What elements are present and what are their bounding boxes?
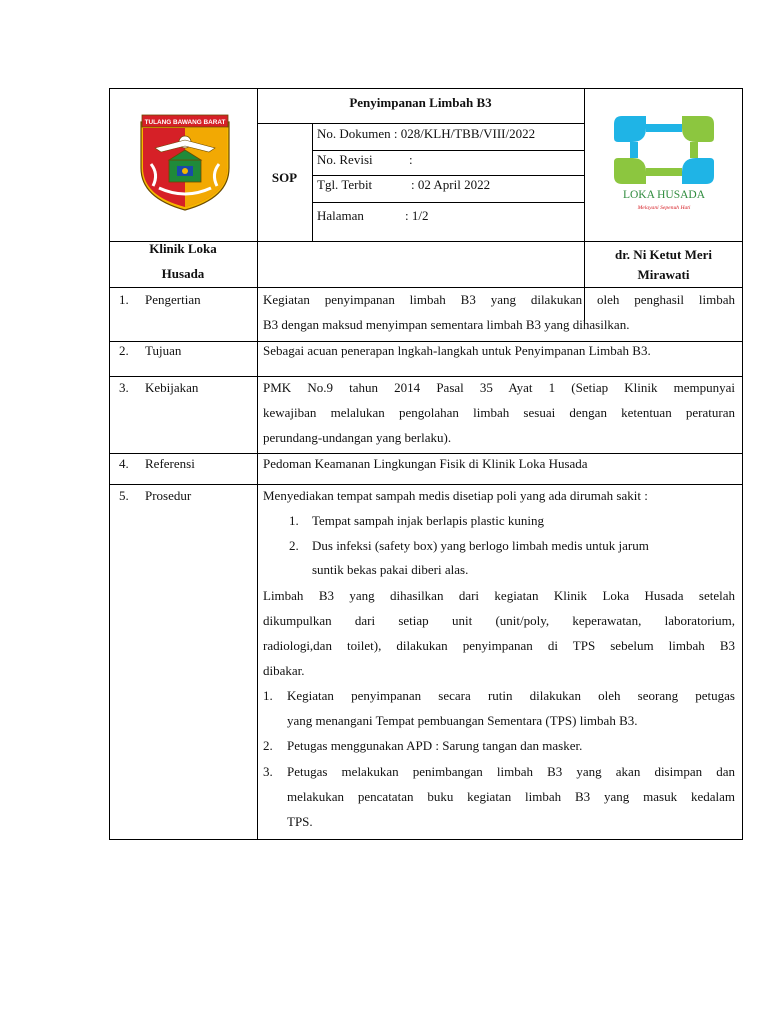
list-number: 2. xyxy=(263,738,273,753)
grid-line xyxy=(109,453,743,454)
row-text: perundang-undangan yang berlaku). xyxy=(263,430,452,445)
page-label: Halaman xyxy=(317,208,364,223)
list-item: Kegiatan penyimpanan secara rutin dilakukan oleh seorang petugas xyxy=(287,688,735,703)
grid-line xyxy=(257,287,258,840)
row-text: kewajiban melalukan pengolahan limbah sesuai dengan ketentuan peraturan xyxy=(263,405,735,420)
procedure-paragraph: radiologi,dan toilet), dilakukan penyimpanan di TPS sebelum limbah B3 xyxy=(263,638,735,653)
revision-separator: : xyxy=(409,152,413,167)
list-item: Tempat sampah injak berlapis plastic kuning xyxy=(312,513,544,528)
procedure-paragraph: dikumpulkan dari setiap unit (unit/poly, keperawatan, laboratorium, xyxy=(263,613,735,628)
list-item: Petugas melakukan penimbangan limbah B3 yang akan disimpan dan xyxy=(287,764,735,779)
row-label-tujuan: Tujuan xyxy=(145,343,182,358)
row-label-kebijakan: Kebijakan xyxy=(145,380,199,395)
issue-date-value: : 02 April 2022 xyxy=(411,177,491,192)
list-number: 1. xyxy=(289,513,299,528)
list-item: yang menangani Tempat pembuangan Sementara (TPS) limbah B3. xyxy=(287,713,638,728)
procedure-paragraph: Limbah B3 yang dihasilkan dari kegiatan Klinik Loka Husada setelah xyxy=(263,588,735,603)
list-item: TPS. xyxy=(287,814,313,829)
row-number: 1. xyxy=(119,292,129,307)
clinic-name-line1: Klinik Loka xyxy=(149,241,217,256)
clinic-name-line2: Husada xyxy=(161,266,205,281)
list-number: 3. xyxy=(263,764,273,779)
procedure-intro: Menyediakan tempat sampah medis disetiap poli yang ada dirumah sakit : xyxy=(263,488,648,503)
list-number: 2. xyxy=(289,538,299,553)
sop-label: SOP xyxy=(271,170,298,185)
revision-label: No. Revisi xyxy=(317,152,373,167)
page-value: : 1/2 xyxy=(405,208,429,223)
grid-line xyxy=(257,123,584,124)
row-label-referensi: Referensi xyxy=(145,456,195,471)
procedure-paragraph: dibakar. xyxy=(263,663,305,678)
document-title: Penyimpanan Limbah B3 xyxy=(349,95,492,110)
row-text: Kegiatan penyimpanan limbah B3 yang dilakukan oleh penghasil limbah xyxy=(263,292,735,307)
signer-name-line2: Mirawati xyxy=(637,267,690,282)
logo-name-text: LOKA HUSADA xyxy=(622,189,706,201)
row-number: 4. xyxy=(119,456,129,471)
list-item: Dus infeksi (safety box) yang berlogo limbah medis untuk jarum xyxy=(312,538,649,553)
row-number: 5. xyxy=(119,488,129,503)
row-text: B3 dengan maksud menyimpan sementara limbah B3 yang dihasilkan. xyxy=(263,317,630,332)
list-number: 1. xyxy=(263,688,273,703)
row-text: Pedoman Keamanan Lingkungan Fisik di Klinik Loka Husada xyxy=(263,456,588,471)
grid-line xyxy=(312,123,313,241)
row-text: Sebagai acuan penerapan lngkah-langkah untuk Penyimpanan Limbah B3. xyxy=(263,343,651,358)
list-item: suntik bekas pakai diberi alas. xyxy=(312,562,469,577)
grid-line xyxy=(109,376,743,377)
row-label-prosedur: Prosedur xyxy=(145,488,192,503)
row-number: 3. xyxy=(119,380,129,395)
row-number: 2. xyxy=(119,343,129,358)
grid-line xyxy=(584,88,585,325)
list-item: melakukan pencatatan buku kegiatan limbah B3 yang masuk kedalam xyxy=(287,789,735,804)
seal-banner-text: TULANG BAWANG BARAT xyxy=(144,119,226,126)
sop-document xyxy=(109,88,743,840)
document-number: No. Dokumen : 028/KLH/TBB/VIII/2022 xyxy=(317,126,536,141)
grid-line xyxy=(109,287,743,288)
regency-seal-icon xyxy=(139,114,231,212)
row-label-pengertian: Pengertian xyxy=(145,292,201,307)
grid-line xyxy=(109,484,743,485)
list-item: Petugas menggunakan APD : Sarung tangan dan masker. xyxy=(287,738,583,753)
loka-husada-logo-icon xyxy=(612,114,716,214)
signer-name-line1: dr. Ni Ketut Meri xyxy=(615,247,712,262)
row-text: PMK No.9 tahun 2014 Pasal 35 Ayat 1 (Setiap Klinik mempunyai xyxy=(263,380,735,395)
logo-tagline-text: Melayani Sepenuh Hati xyxy=(637,205,691,211)
grid-line xyxy=(312,202,584,203)
issue-date-label: Tgl. Terbit xyxy=(317,177,373,192)
